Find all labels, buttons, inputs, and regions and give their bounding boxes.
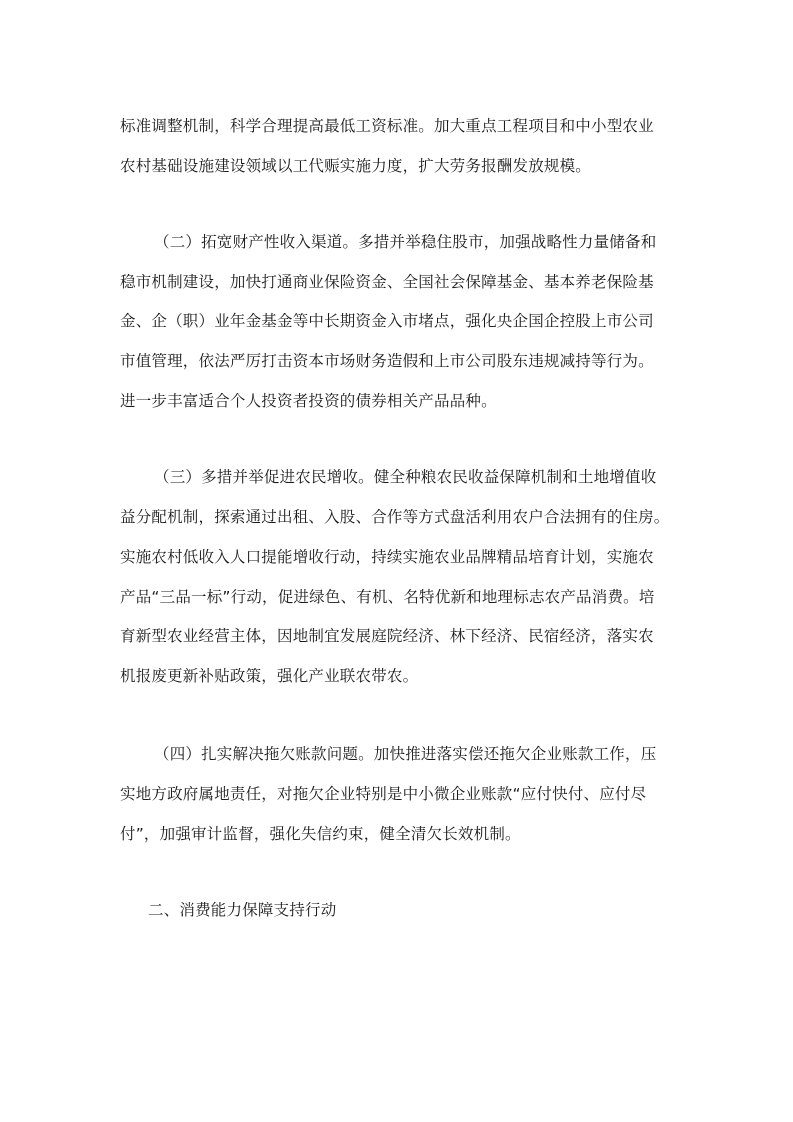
text-line: 育新型农业经营主体，因地制宜发展庭院经济、林下经济、民宿经济，落实农 <box>120 627 654 645</box>
text-line: 付”，加强审计监督，强化失信约束，健全清欠长效机制。 <box>120 825 521 843</box>
text-line: 农村基础设施建设领域以工代赈实施力度，扩大劳务报酬发放规模。 <box>120 157 592 175</box>
paragraph-3-first-line: （三）多措并举促进农民增收。健全种粮农民收益保障机制和土地增值收 <box>154 468 657 486</box>
text-line: 标准调整机制，科学合理提高最低工资标准。加大重点工程项目和中小型农业 <box>120 117 654 135</box>
paragraph-2-first-line: （二）拓宽财产性收入渠道。多措并举稳住股市，加强战略性力量储备和 <box>154 233 657 251</box>
section-heading: 二、消费能力保障支持行动 <box>148 901 337 919</box>
paragraph-4-first-line: （四）扎实解决拖欠账款问题。加快推进落实偿还拖欠企业账款工作，压 <box>154 745 657 763</box>
text-line: 市值管理，依法严厉打击资本市场财务造假和上市公司股东违规减持等行为。 <box>120 352 654 370</box>
text-line: 金、企（职）业年金基金等中长期资金入市堵点，强化央企国企控股上市公司 <box>120 312 654 330</box>
text-line: 进一步丰富适合个人投资者投资的债券相关产品品种。 <box>120 392 497 410</box>
text-line: 稳市机制建设，加快打通商业保险资金、全国社会保障基金、基本养老保险基 <box>120 273 654 291</box>
text-line: 益分配机制，探索通过出租、入股、合作等方式盘活利用农户合法拥有的住房。 <box>120 508 670 526</box>
text-line: 机报废更新补贴政策，强化产业联农带农。 <box>120 667 419 685</box>
text-line: 实施农村低收入人口提能增收行动，持续实施农业品牌精品培育计划，实施农 <box>120 548 654 566</box>
text-line: 产品“三品一标”行动，促进绿色、有机、名特优新和地理标志农产品消费。培 <box>120 588 655 606</box>
text-line: 实地方政府属地责任，对拖欠企业特别是中小微企业账款“应付快付、应付尽 <box>120 785 647 803</box>
